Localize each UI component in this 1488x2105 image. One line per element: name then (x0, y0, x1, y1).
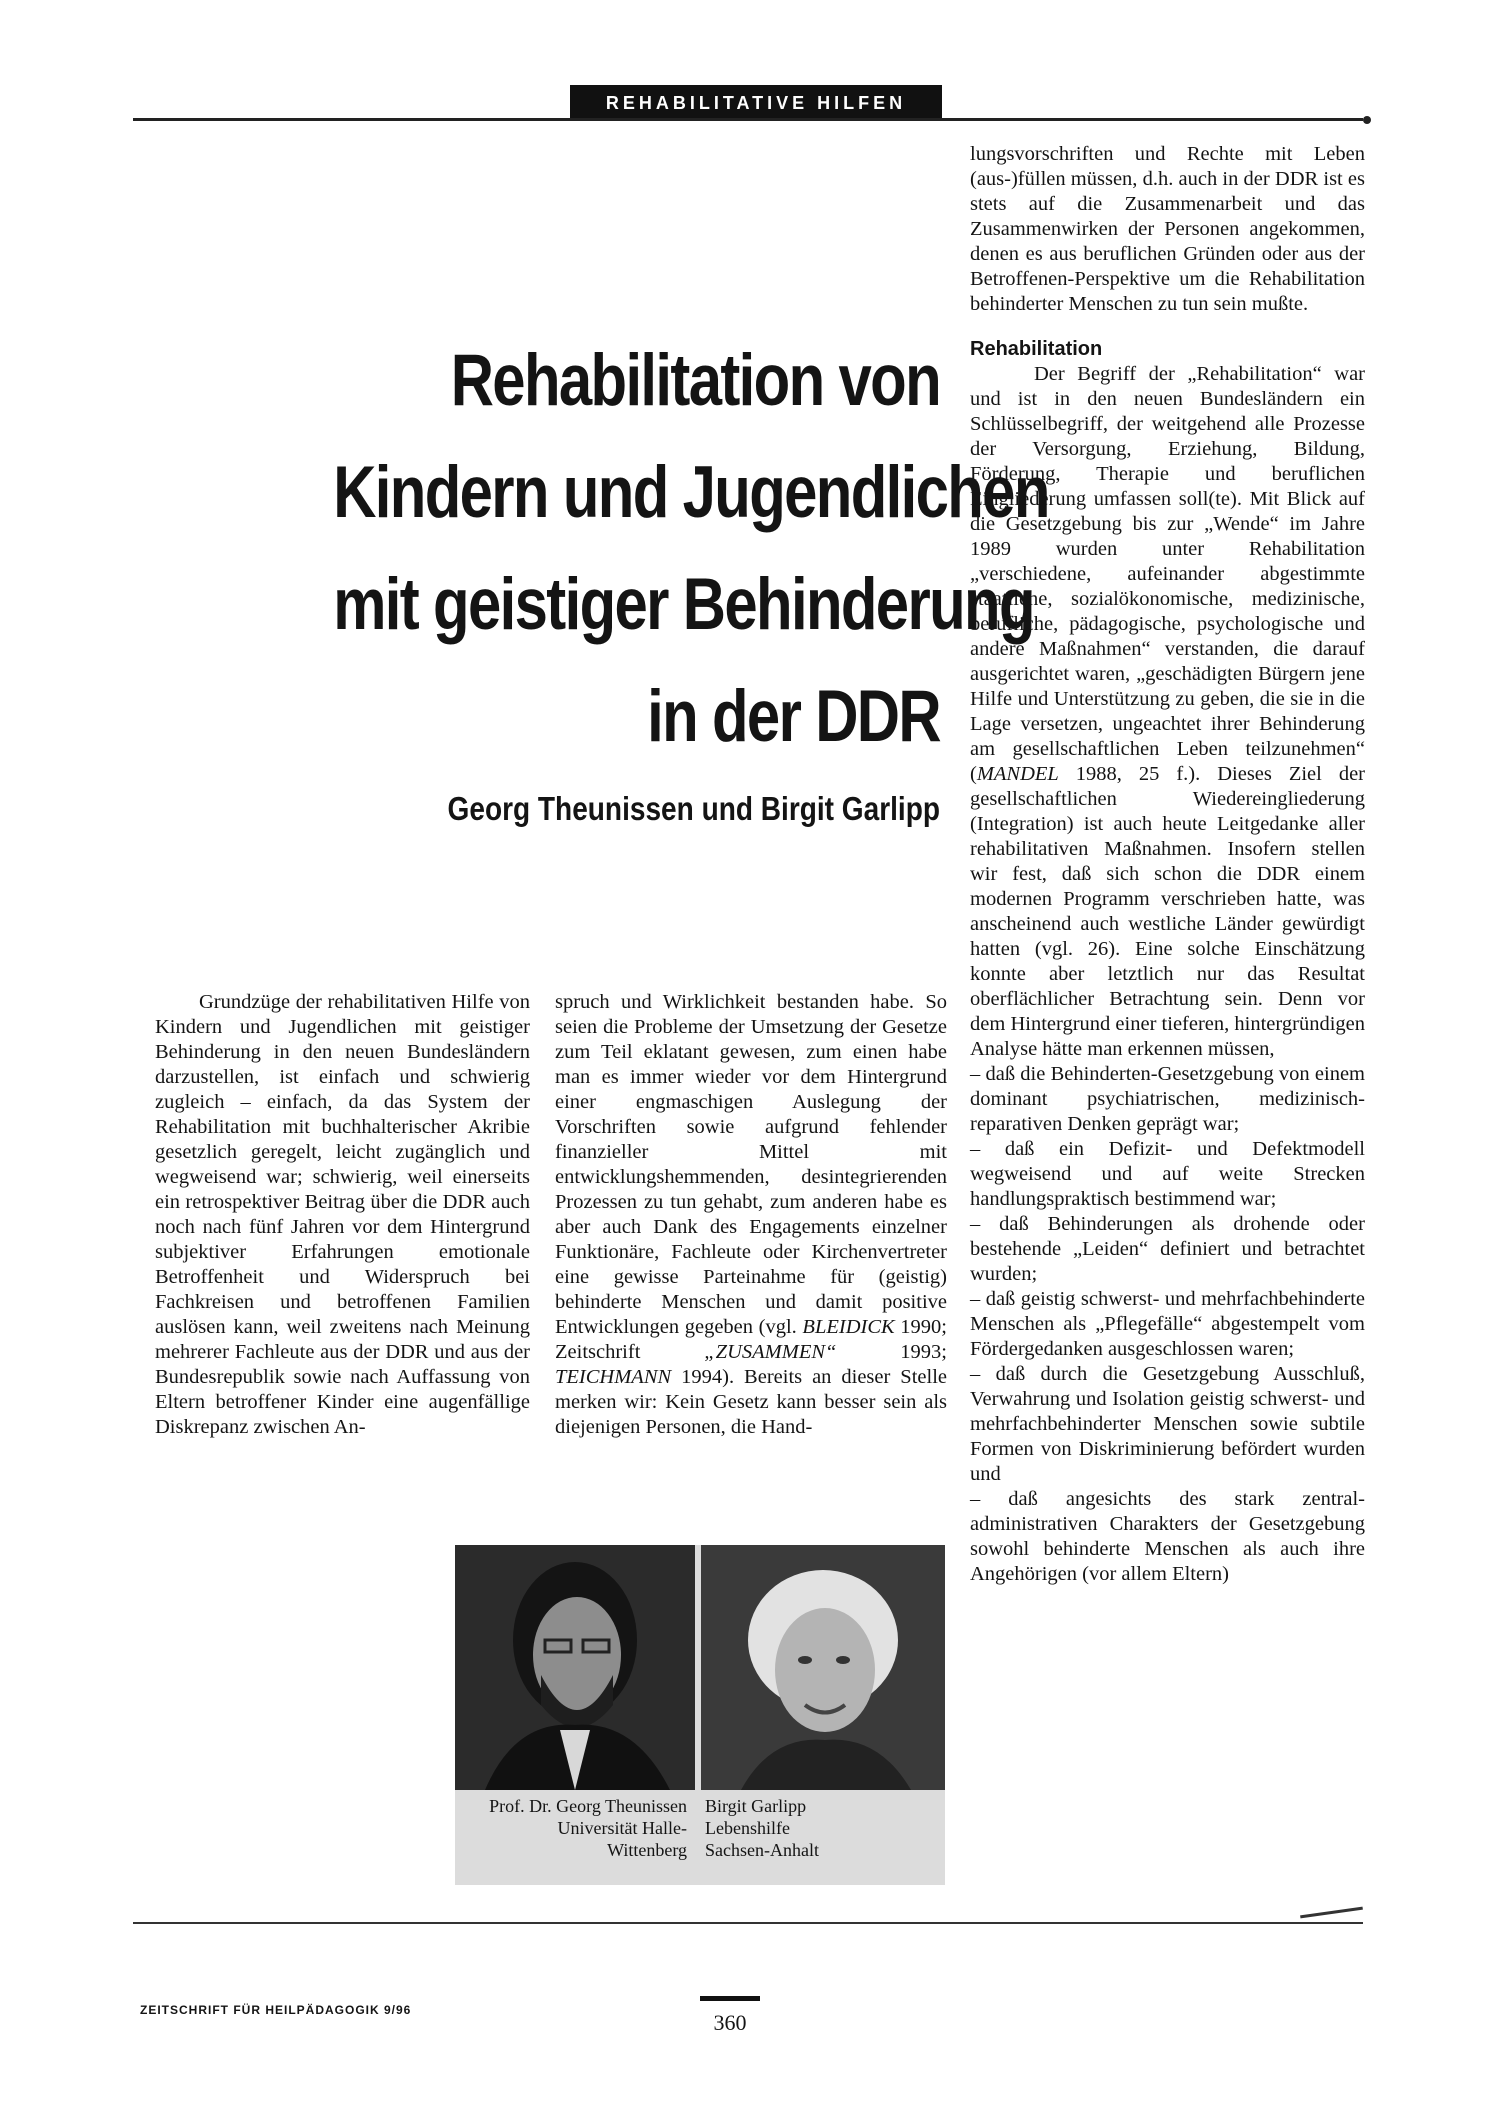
author-photo-garlipp (701, 1545, 945, 1790)
page-mark (700, 1996, 760, 2001)
list-item: – daß angesichts des stark zentral-administrativen Charakters der Gesetzgebung sowohl behinderte Menschen als auch ihre Angehörigen (vor allem Eltern) (970, 1488, 1365, 1585)
author-photo-theunissen (455, 1545, 695, 1790)
top-rule (133, 118, 1363, 121)
list-item: – daß ein Defizit- und Defektmodell wegweisend und auf weite Strecken handlungspraktisch bestimmend war; (970, 1138, 1365, 1210)
section-header: REHABILITATIVE HILFEN (570, 85, 942, 121)
top-rule-end (1363, 116, 1371, 124)
paragraph: spruch und Wirklichkeit bestanden habe. So seien die Probleme der Umsetzung der Gesetze zum Teil eklatant gewesen, zum einen habe man es immer wieder vor dem Hintergrund einer engmaschigen Auslegung der Vorschriften sowie aufgrund fehlender finanzieller Mittel mit entwicklungshemmenden, desintegrierenden Prozessen zu tun gehabt, zum anderen habe es aber auch Dank des Engagements einzelner Funktionäre, Fachleute oder Kirchenvertreter eine gewisse Parteinahme für (geistig) behinderte Menschen und damit positive Entwicklungen gegeben (vgl. BLEIDICK 1990; Zeitschrift „ZUSAMMEN“ 1993; TEICHMANN 1994). Bereits an dieser Stelle merken wir: Kein Gesetz kann besser sein als diejenigen Personen, die Hand- (555, 991, 948, 1438)
article-title (333, 325, 1049, 773)
title-line: mit geistiger Behinderung (333, 564, 1034, 645)
page-number: 360 (713, 2010, 747, 2035)
author-photos (455, 1545, 945, 1885)
list-item: – daß durch die Gesetzgebung Ausschluß, Verwahrung und Isolation geistig schwerst- und mehrfachbehinderter Menschen sowie subtile Formen von Diskriminierung befördert wurden und (970, 1363, 1365, 1485)
bottom-rule (133, 1922, 1363, 1924)
article-authors: Georg Theunissen und Birgit Garlipp (447, 790, 940, 827)
photo-caption-right: Birgit Garlipp Lebenshilfe Sachsen-Anhalt (705, 1796, 819, 1860)
paragraph: lungsvorschriften und Rechte mit Leben (aus-)füllen müssen, d.h. auch in der DDR ist es stets auf die Zusammenarbeit und das Zusammenwirken der Personen angekommen, denen es aus beruflichen Gründen oder aus der Betroffenen-Perspektive um die Rehabilitation behinderter Menschen zu tun sein mußte. (970, 143, 1365, 315)
citation: TEICHMANN (555, 1366, 672, 1388)
citation: BLEIDICK (802, 1316, 895, 1338)
citation: „ZUSAMMEN“ (704, 1341, 837, 1363)
title-line: in der DDR (647, 676, 940, 757)
paragraph: Der Begriff der „Rehabilitation“ war und ist in den neuen Bundesländern ein Schlüsselbegriff, der weitgehend alle Prozesse der Versorgung, Erziehung, Bildung, Förderung, Therapie und beruflichen Eingliederung umfassen soll(te). Mit Blick auf die Gesetzgebung bis zur „Wende“ im Jahre 1989 wurden unter Rehabilitation „verschiedene, aufeinander abgestimmte staatliche, sozialökonomische, medizinische, berufliche, pädagogische, psychologische und andere Maßnahmen“ verstanden, die darauf ausgerichtet waren, „geschädigten Bürgern jene Hilfe und Unterstützung zu geben, die sie in die Lage versetzen, ungeachtet ihrer Behinderung am gesellschaftlichen Leben teilzunehmen“ (MANDEL 1988, 25 f.). Dieses Ziel der gesellschaftlichen Wiedereingliederung (Integration) ist auch heute Leitgedanke aller rehabilitativen Maßnahmen. Insofern stellen wir fest, daß sich schon die DDR einem modernen Programm verschrieben hatte, was anscheinend auch westliche Länder gewürdigt hatten (vgl. 26). Eine solche Einschätzung konnte aber letztlich nur das Resultat oberflächlicher Betrachtung sein. Denn vor dem Hintergrund einer tieferen, hintergründigen Analyse hätte man erkennen müssen, (970, 363, 1365, 1060)
section-heading: Rehabilitation (970, 338, 1103, 360)
column-3 (970, 142, 1365, 1587)
column-2 (555, 990, 947, 1440)
column-1 (155, 990, 530, 1440)
list-item: – daß geistig schwerst- und mehrfachbehinderte Menschen als „Pflegefälle“ abgestempelt vom Fördergedanken ausgeschlossen waren; (970, 1288, 1365, 1360)
bottom-rule-end (1300, 1907, 1363, 1919)
title-line: Rehabilitation von (450, 340, 940, 421)
photo-caption-left: Prof. Dr. Georg Theunissen Universität Halle- Wittenberg (489, 1796, 687, 1860)
title-line: Kindern und Jugendlichen (333, 452, 1049, 533)
paragraph: Grundzüge der rehabilitativen Hilfe von Kindern und Jugendlichen mit geistiger Behinderung in den neuen Bundesländern darzustellen, ist einfach und schwierig zugleich – einfach, da das System der Rehabilitation mit buchhalterischer Akribie gesetzlich geregelt, leicht zugänglich und wegweisend war; schwierig, weil einerseits ein retrospektiver Beitrag über die DDR auch noch nach fünf Jahren vor dem Hintergrund subjektiver Erfahrungen emotionale Betroffenheit und Widerspruch bei Fachkreisen und betroffenen Familien auslösen kann, weil zweitens nach Meinung mehrerer Fachleute aus der DDR und aus der Bundesrepublik sowie nach Auffassung von Eltern betroffener Kinder eine augenfällige Diskrepanz zwischen An- (155, 991, 530, 1438)
citation: MANDEL (976, 763, 1059, 785)
journal-name: ZEITSCHRIFT FÜR HEILPÄDAGOGIK 9/96 (140, 2003, 412, 2017)
list-item: – daß Behinderungen als drohende oder bestehende „Leiden“ definiert und betrachtet wurden; (970, 1213, 1365, 1285)
list-item: – daß die Behinderten-Gesetzgebung von einem dominant psychiatrischen, medizinisch-reparativen Denken geprägt war; (970, 1063, 1365, 1135)
